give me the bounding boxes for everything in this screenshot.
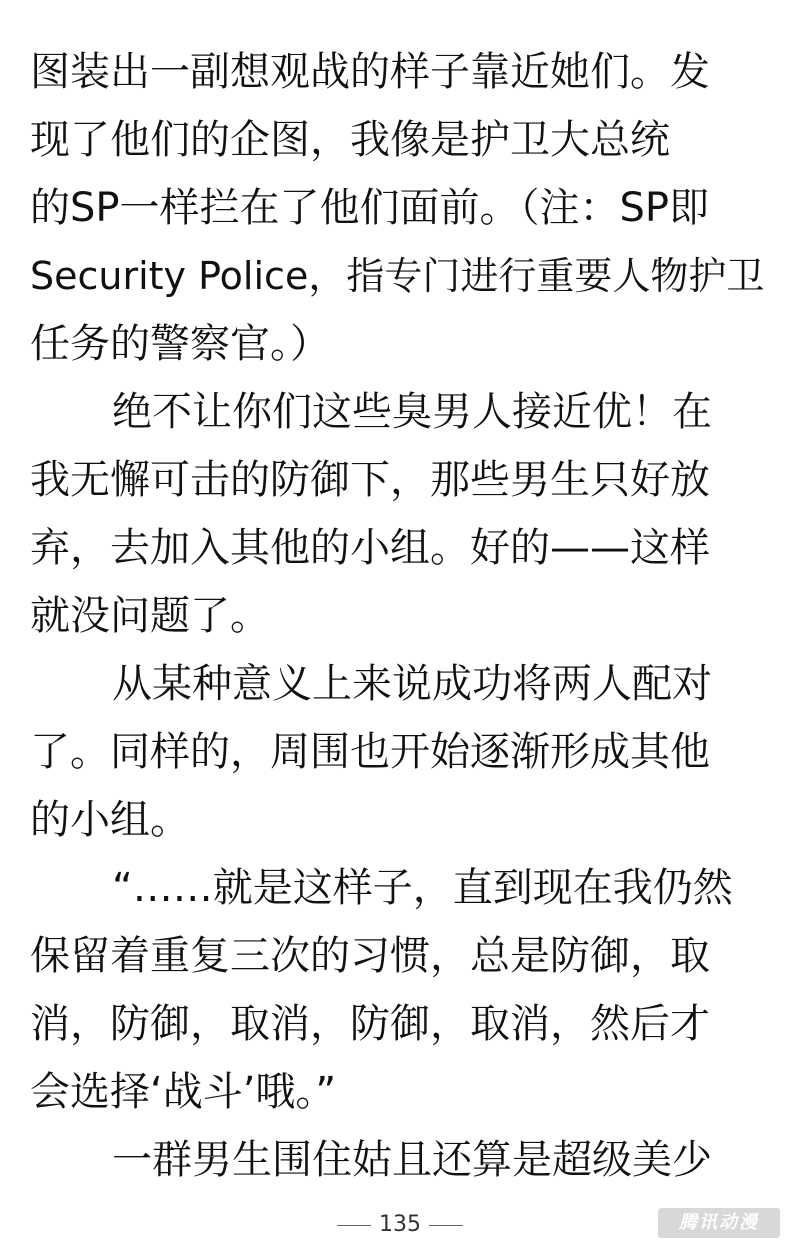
paragraph-start-line: 从某种意义上来说成功将两人配对 — [112, 661, 712, 707]
watermark-logo: 腾讯动漫 — [658, 1208, 780, 1238]
text-line: 就没问题了。 — [30, 593, 270, 639]
text-line: Security Police，指专门进行重要人物护卫 — [30, 254, 765, 298]
text-line: 任务的警察官。） — [30, 321, 330, 367]
paragraph-start-line: 一群男生围住姑且还算是超级美少 — [112, 1137, 712, 1183]
paragraph-start-line: “……就是这样子，直到现在我仍然 — [112, 865, 733, 911]
text-line: 我无懈可击的防御下，那些男生只好放 — [30, 457, 710, 503]
text-line: 弃，去加入其他的小组。好的——这样 — [30, 525, 710, 571]
text-line: 保留着重复三次的习惯，总是防御，取 — [30, 933, 710, 979]
text-line: 了。同样的，周围也开始逐渐形成其他 — [30, 729, 710, 775]
page-number-value: 135 — [379, 1212, 421, 1237]
text-line: 图装出一副想观战的样子靠近她们。发 — [30, 49, 710, 95]
body-text — [30, 38, 775, 1194]
page-number-left-rule — [337, 1225, 371, 1226]
text-line: 的SP一样拦在了他们面前。（注：SP即 — [30, 185, 710, 231]
page-number-right-rule — [429, 1225, 463, 1226]
text-line: 消，防御，取消，防御，取消，然后才 — [30, 1001, 710, 1047]
text-line: 的小组。 — [30, 797, 190, 843]
text-line: 会选择‘战斗’哦。” — [30, 1069, 337, 1115]
paragraph-start-line: 绝不让你们这些臭男人接近优！在 — [112, 389, 712, 435]
text-line: 现了他们的企图，我像是护卫大总统 — [30, 117, 670, 163]
